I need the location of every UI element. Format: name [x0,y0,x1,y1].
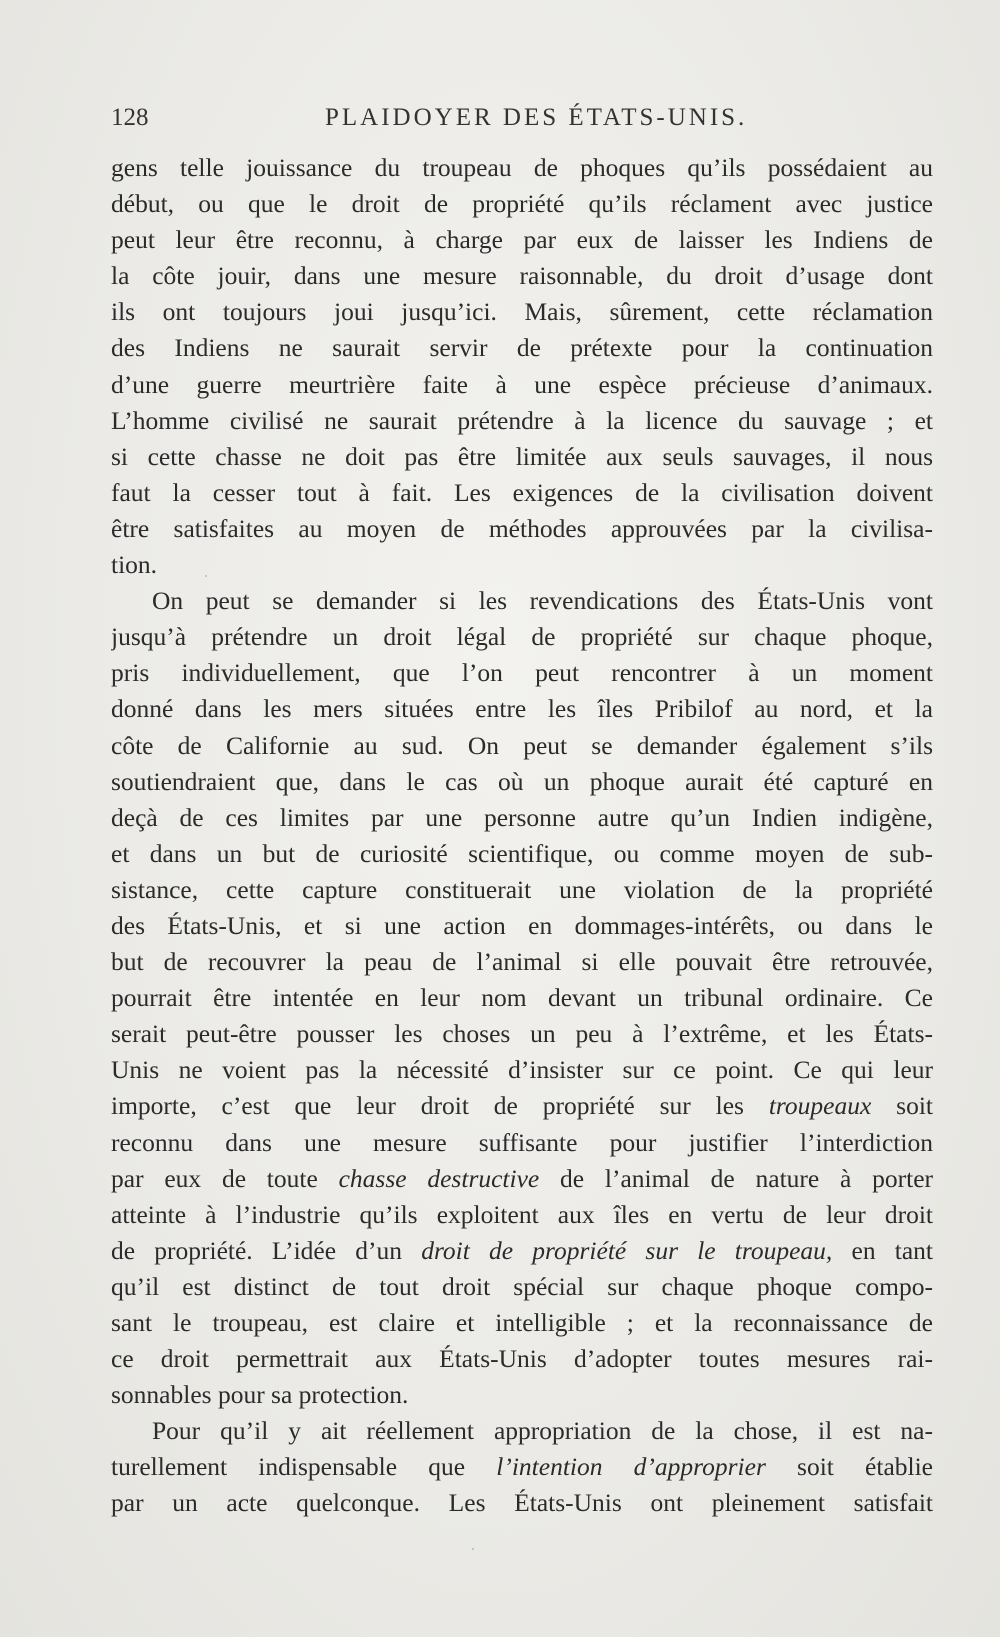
text-line: L’homme civilisé ne saurait prétendre à la licence du sauvage ; et [111,405,933,435]
text-line: sant le troupeau, est claire et intelligible ; et la reconnaissance de [111,1308,933,1337]
text-line: qu’il est distinct de tout droit spécial sur chaque phoque compo- [111,1271,933,1301]
text-line: serait peut-être pousser les choses un peu à l’extrême, et les États- [111,1019,933,1049]
text-line: et dans un but de curiosité scientifique, ou comme moyen de sub- [111,838,933,868]
text-line: sistance, cette capture constituerait une violation de la propriété [111,874,933,904]
text-line: des Indiens ne saurait servir de prétexte pour la continuation [111,333,933,363]
italic-text: droit de propriété sur le troupeau, [421,1235,833,1265]
text-line: des États-Unis, et si une action en dommages-intérêts, ou dans le [111,910,933,940]
italic-text: troupeaux [768,1091,872,1121]
text-line: tion. [111,550,158,580]
text-line: côte de Californie au sud. On peut se demander également s’ils [111,730,933,760]
paper-speck [205,575,207,577]
text-line: donné dans les mers situées entre les îles Pribilof au nord, et la [111,694,933,724]
page-header [111,96,933,136]
paragraph-first-line: On peut se demander si les revendications des États-Unis vont [152,586,933,616]
text-line: reconnu dans une mesure suffisante pour justifier l’interdiction [111,1127,933,1157]
text-line: but de recouvrer la peau de l’animal si elle pouvait être retrouvée, [111,947,933,977]
text-line: soutiendraient que, dans le cas où un phoque aurait été capturé en [111,766,933,796]
text-line: de propriété. L’idée d’un droit de propriété sur le troupeau, en tant [111,1235,933,1265]
text-line: faut la cesser tout à fait. Les exigences de la civilisation doivent [111,477,933,507]
text-line: ce droit permettrait aux États-Unis d’adopter toutes mesures rai- [111,1344,933,1374]
text-line: turellement indispensable que l’intention d’approprier soit établie [111,1452,933,1482]
text-line: pris individuellement, que l’on peut rencontrer à un moment [111,658,933,688]
body-text [111,150,933,1522]
text-line: atteinte à l’industrie qu’ils exploitent aux îles en vertu de leur droit [111,1199,933,1229]
text-line: jusqu’à prétendre un droit légal de propriété sur chaque phoque, [111,622,933,652]
text-line: si cette chasse ne doit pas être limitée aux seuls sauvages, il nous [111,441,933,471]
italic-text: l’intention d’approprier [496,1452,766,1482]
page-number: 128 [111,104,149,131]
paragraph-first-line: Pour qu’il y ait réellement appropriation de la chose, il est na- [152,1416,933,1446]
text-line: début, ou que le droit de propriété qu’ils réclament avec justice [111,189,933,219]
text-line: par eux de toute chasse destructive de l’animal de nature à porter [111,1163,933,1193]
text-line: sonnables pour sa protection. [111,1380,409,1410]
text-line: pourrait être intentée en leur nom devant un tribunal ordinaire. Ce [111,983,933,1013]
paper-speck [472,1548,474,1550]
text-line: Unis ne voient pas la nécessité d’insister sur ce point. Ce qui leur [111,1055,933,1085]
text-line: la côte jouir, dans une mesure raisonnable, du droit d’usage dont [111,261,933,291]
text-line: être satisfaites au moyen de méthodes approuvées par la civilisa- [111,513,933,543]
text-line: par un acte quelconque. Les États-Unis ont pleinement satisfait [111,1488,933,1518]
text-line: deçà de ces limites par une personne autre qu’un Indien indigène, [111,802,933,832]
running-title: PLAIDOYER DES ÉTATS-UNIS. [325,104,748,131]
text-line: gens telle jouissance du troupeau de phoques qu’ils possédaient au [111,153,933,182]
text-line: d’une guerre meurtrière faite à une espèce précieuse d’animaux. [111,369,933,399]
text-line: importe, c’est que leur droit de propriété sur les troupeaux soit [111,1091,933,1121]
italic-text: chasse destructive [338,1163,540,1193]
text-line: ils ont toujours joui jusqu’ici. Mais, sûrement, cette réclamation [111,297,933,327]
text-line: peut leur être reconnu, à charge par eux de laisser les Indiens de [111,225,933,255]
